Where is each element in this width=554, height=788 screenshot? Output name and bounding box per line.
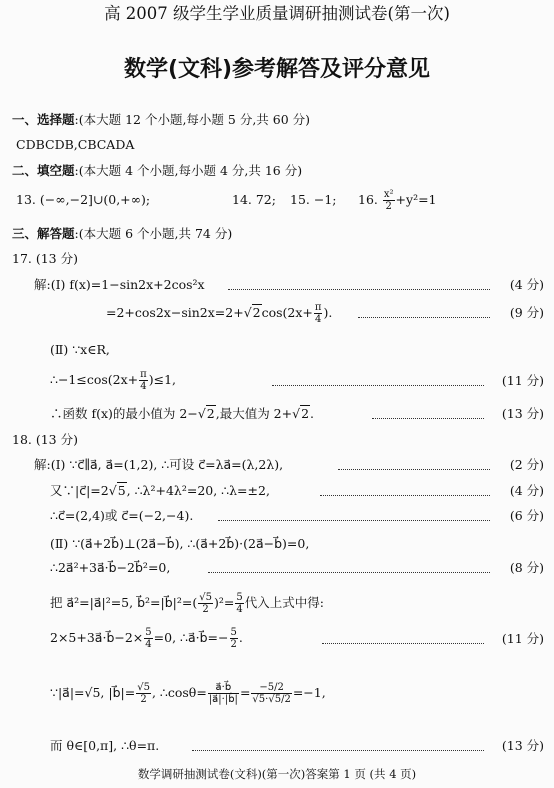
q18-frac-den: 4 [236,604,243,615]
q18-line-6-a: 把 a⃗²=|a⃗|²=5, b⃗²=|b⃗|²=( [50,595,198,610]
q18-frac-5-2 [230,627,238,650]
q18-frac-den: 2 [230,639,237,650]
q18-line-3: ∴c⃗=(2,4)或 c⃗=(−2,−4). [50,508,194,523]
q17-sqrt-max: 2 [301,406,310,421]
q17-line-5-c: ,最大值为 2+ [215,406,293,421]
q18-points-3: (6 分) [509,508,544,523]
q18-line-2-c: , ∴λ²+4λ²=20, ∴λ=±2, [126,483,270,498]
q18-points-7: (11 分) [501,631,544,646]
page-subtitle: 数学(文科)参考解答及评分意见 [123,57,431,82]
q18-frac-num: a⃗·b⃗ [208,682,239,694]
q17-sqrt-2: 2 [252,305,261,320]
leader-dots [322,643,484,644]
section1-answers: CDBCDB,CBCADA [16,137,135,152]
section1-line [12,112,310,128]
q17-points-5: (13 分) [501,406,544,421]
q17-frac-den-b: 4 [140,381,147,392]
section3-heading: 三、解答题 [12,226,75,241]
leader-dots [320,495,490,496]
section2-heading: 二、填空题 [12,163,75,178]
section3-desc: :(本大题 6 个小题,共 74 分) [74,226,233,241]
answer-15: 15. −1; [290,192,337,207]
leader-dots [372,418,484,419]
q18-frac-num: −5/2 [251,682,291,694]
q17-line-1: 解:(Ⅰ) f(x)=1−sin2x+2cos²x [34,277,205,292]
q18-frac-den: |a⃗|·|b⃗| [208,694,238,705]
q18-line-8 [50,676,326,710]
q18-line-7-a: 2×5+3a⃗·b⃗−2× [50,630,144,645]
leader-dots [228,289,490,290]
answer-16 [358,187,437,213]
q17-frac-den: 4 [315,314,322,325]
leader-dots [192,750,484,751]
q18-line-7 [50,625,243,651]
q18-frac-num: √5 [137,682,150,693]
leader-dots [208,572,490,573]
section1-heading: 一、选择题 [12,112,75,127]
section3-line [12,226,232,242]
q18-frac-num: 5 [145,627,152,638]
q18-frac-root5-2-b [136,682,151,705]
q18-frac-5-4-b [144,627,152,650]
section2-line [12,163,302,179]
q17-line-4-b: )≤1, [148,372,177,387]
q18-line-9: 而 θ∈[0,π], ∴θ=π. [50,738,160,753]
q18-frac-den: 2 [202,604,209,615]
leader-dots [218,520,490,521]
q17-frac-num-b: π [140,369,147,380]
q18-frac-den: 4 [145,639,152,650]
q18-points-1: (2 分) [509,457,544,472]
q18-line-8-d: =−1, [292,685,326,700]
q18-line-1: 解:(Ⅰ) ∵c⃗∥a⃗, a⃗=(1,2), ∴可设 c⃗=λa⃗=(λ,2λ), [34,457,284,472]
q18-line-4: (Ⅱ) ∵(a⃗+2b⃗)⊥(2a⃗−b⃗), ∴(a⃗+2b⃗)·(2a⃗−b⃗)=0, [50,536,310,551]
q18-points-2: (4 分) [509,483,544,498]
q18-points-9: (13 分) [501,738,544,753]
q17-line-2-c: cos(2x+ [261,305,313,320]
q18-frac-root5-2 [198,592,213,615]
leader-dots [358,317,490,318]
q18-frac-5-4 [235,592,243,615]
answer-16-num: x² [383,189,394,200]
q18-points-5: (8 分) [509,560,544,575]
page-title: 高 2007 级学生学业质量调研抽测试卷(第一次) [104,4,450,23]
answer-16-prefix: 16. [358,192,378,207]
q18-frac-num: 5 [236,592,243,603]
answer-16-suffix: +y²=1 [395,192,437,207]
q18-heading: 18. (13 分) [12,432,78,447]
q18-sqrt-5: 5 [117,483,126,498]
q18-line-2: 又∵|c⃗|=2√5, ∴λ²+4λ²=20, ∴λ=±2, [50,483,270,498]
answer-16-den: 2 [385,201,392,212]
q17-line-2: =2+cos2x−sin2x=2+√2cos(2x+ $\frac{\pi}{4}$ ). [106,302,333,325]
q17-line-3: (Ⅱ) ∵x∈R, [50,342,110,357]
q17-frac-num: π [314,302,322,313]
q17-heading: 17. (13 分) [12,251,78,266]
leader-dots [338,469,490,470]
q18-line-2-a: 又∵|c⃗|=2 [50,483,109,498]
q17-line-5-a: ∴函数 f(x)的最小值为 2− [50,406,198,421]
q18-line-6-c: 代入上式中得: [244,595,324,610]
q18-line-8-a: ∵|a⃗|=√5, |b⃗|= [50,685,136,700]
q17-points-2: (9 分) [509,305,544,320]
q17-points-4: (11 分) [501,373,544,388]
q18-line-6-b: )²= [213,595,235,610]
q18-line-7-b: =0, ∴a⃗·b⃗=− [153,630,229,645]
q17-line-5: ∴函数 f(x)的最小值为 2−√2,最大值为 2+√2. [50,406,315,421]
q18-line-6 [50,590,324,616]
answer-13: 13. (−∞,−2]∪(0,+∞); [16,192,151,207]
q17-line-5-e: . [310,406,315,421]
q18-frac-den: √5·√5/2 [252,694,291,705]
page-footer: 数学调研抽测试卷(文科)(第一次)答案第 1 页 (共 4 页) [137,767,417,781]
q17-line-4 [50,367,176,393]
q17-line-2-d: ). [323,305,333,320]
answer-16-fraction [383,189,395,212]
q18-frac-num: √5 [199,592,212,603]
q17-pi-over-4 [314,302,323,325]
q18-line-7-c: . [238,630,243,645]
q17-line-4-a: ∴−1≤cos(2x+ [50,372,139,387]
q18-line-5: ∴2a⃗²+3a⃗·b⃗−2b⃗²=0, [50,560,171,575]
q18-frac-value [251,682,291,705]
section2-desc: :(本大题 4 个小题,每小题 4 分,共 16 分) [74,163,303,178]
q17-pi-over-4-b [139,369,148,392]
q17-sqrt-min: 2 [206,406,215,421]
section1-desc: :(本大题 12 个小题,每小题 5 分,共 60 分) [74,112,311,127]
q18-frac-den: 2 [140,694,147,705]
answer-14: 14. 72; [232,192,276,207]
q18-frac-cos [208,682,239,705]
q18-line-8-c: = [239,685,251,700]
q17-points-1: (4 分) [509,277,544,292]
q18-line-8-b: , ∴cosθ= [151,685,207,700]
leader-dots [272,385,484,386]
q17-line-2-a: =2+cos2x−sin2x=2+ [106,305,244,320]
q18-frac-num: 5 [230,627,237,638]
